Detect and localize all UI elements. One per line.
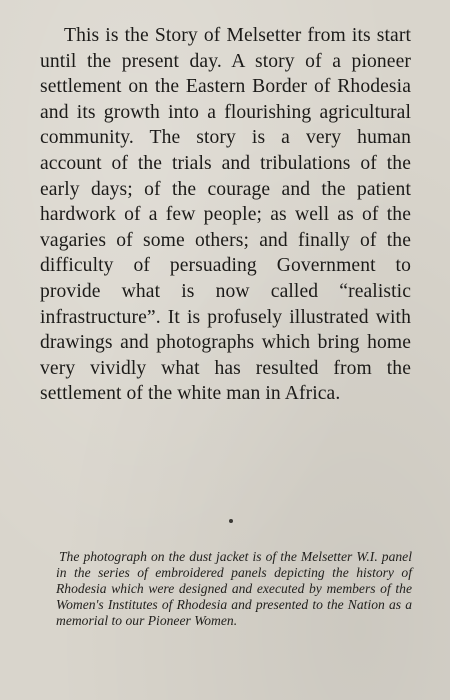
book-description-paragraph: This is the Story of Melsetter from its start until the present day. A story of a pioneer settlement on the Eastern Border of Rhodesia and its growth into a flourishing agricultural community. The story is a very human account of the trials and tribulations of the early days; of the courage and the patient hardwork of a few people; as well as of the vagaries of some others; and finally of the difficulty of persuading Government to provide what is now called “realistic infrastructure”. It is profusely illustrated with drawings and photographs which bring home very vividly what has resulted from the settlement of the white man in Africa. <box>40 25 411 405</box>
dust-jacket-caption: The photograph on the dust jacket is of the Melsetter W.I. panel in the series of embroidered panels depicting the history of Rhodesia which were designed and executed by members of the Women's Institutes of Rhodesia and presented to the Nation as a memorial to our Pioneer Women. <box>56 549 412 628</box>
separator-dot-ornament <box>229 519 233 523</box>
